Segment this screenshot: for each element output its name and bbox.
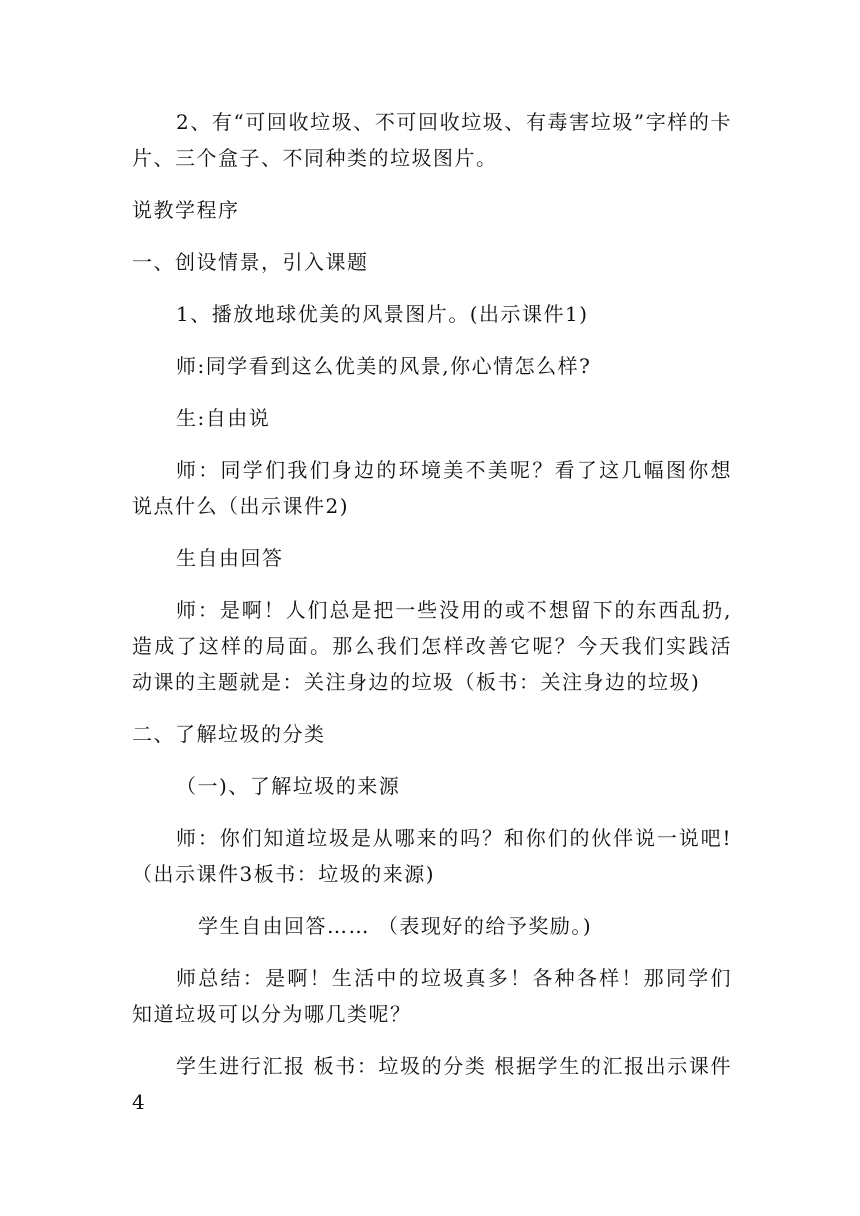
paragraph-teacher-2: 师：同学们我们身边的环境美不美呢？看了这几幅图你想说点什么（出示课件2) <box>132 458 732 518</box>
section-heading-1: 一、创设情景，引入课题 <box>132 250 369 274</box>
heading-teaching-procedure: 说教学程序 <box>132 198 240 222</box>
paragraph-materials: 2、有“可回收垃圾、不可回收垃圾、有毒害垃圾”字样的卡片、三个盒子、不同种类的垃圾图片。 <box>132 110 732 170</box>
paragraph-teacher-summary: 师总结：是啊！生活中的垃圾真多！各种各样！那同学们知道垃圾可以分为哪几类呢？ <box>132 966 732 1026</box>
section-heading-2: 二、了解垃圾的分类 <box>132 722 326 746</box>
paragraph-student-2: 生自由回答 <box>176 546 284 570</box>
paragraph-teacher-1: 师:同学看到这么优美的风景,你心情怎么样? <box>176 354 592 378</box>
paragraph-step-1: 1、播放地球优美的风景图片。(出示课件1) <box>176 302 589 326</box>
subsection-heading-1: （一)、了解垃圾的来源 <box>176 774 401 798</box>
paragraph-student-3: 学生自由回答…… （表现好的给予奖励。) <box>198 914 593 938</box>
paragraph-teacher-4: 师：你们知道垃圾是从哪来的吗？和你们的伙伴说一说吧!（出示课件3板书：垃圾的来源) <box>132 826 732 886</box>
paragraph-student-report: 学生进行汇报 板书：垃圾的分类 根据学生的汇报出示课件4 <box>132 1054 732 1114</box>
document-body <box>132 104 732 1120</box>
paragraph-student-1: 生:自由说 <box>176 406 271 430</box>
paragraph-teacher-3: 师：是啊！人们总是把一些没用的或不想留下的东西乱扔,造成了这样的局面。那么我们怎样改善它呢？今天我们实践活动课的主题就是：关注身边的垃圾（板书：关注身边的垃圾) <box>132 598 732 694</box>
